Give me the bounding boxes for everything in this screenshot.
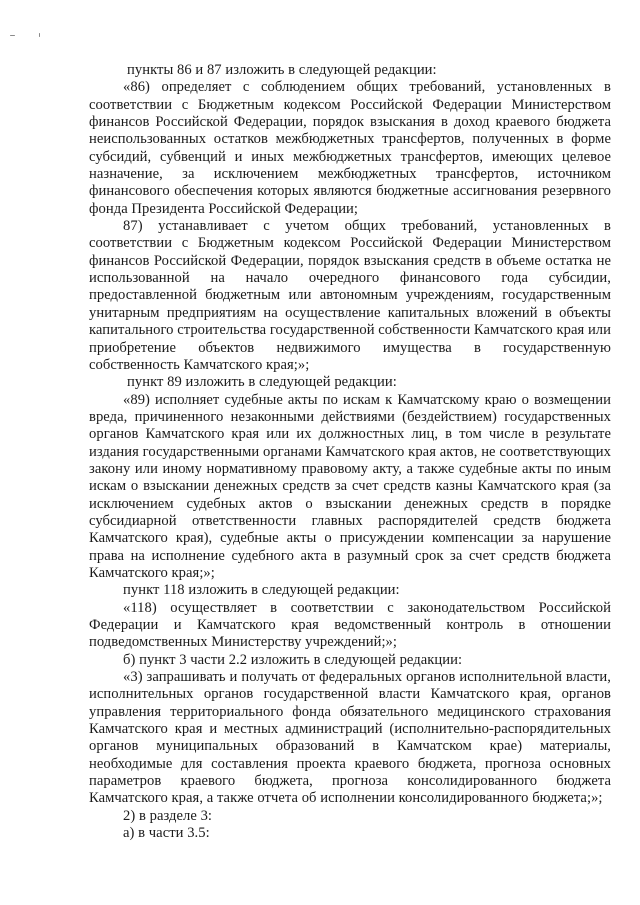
paragraph-item-86: «86) определяет с соблюдением общих требований, установленных в соответствии с Бюджетным кодексом Российской Федерации Министерством финансов Российской Федерации, порядок взыскания в доход краевого бюджета неиспользованных остатков межбюджетных трансфертов, полученных в форме субсидий, субвенций и иных межбюджетных трансфертов, имеющих целевое назначение, за исключением межбюджетных трансфертов, источником финансового обеспечения которых являются бюджетные ассигнования резервного фонда Президента Российской Федерации; [89,79,611,217]
paragraph-item-87: 87) устанавливает с учетом общих требований, установленных в соответствии с Бюджетным кодексом Российской Федерации Министерством финансов Российской Федерации, порядок взыскания средств в объеме остатка не использованной на начало очередного финансового года субсидии, предоставленной бюджетным или автономным учреждениям, государственным унитарным предприятиям на осуществление капитальных вложений в объекты капитального строительства государственной собственности Камчатского края или приобретение объектов недвижимого имущества в государственную собственность Камчатского края;»; [89,218,611,373]
paragraph-instruction: пункт 89 изложить в следующей редакции: [127,374,397,391]
document-body [89,62,611,842]
paragraph-instruction: пункт 118 изложить в следующей редакции: [123,582,400,599]
paragraph-subitem-b: б) пункт 3 части 2.2 изложить в следующей редакции: [123,651,463,668]
paragraph-item-3: «3) запрашивать и получать от федеральных органов исполнительной власти, исполнительных органов государственной власти Камчатского края, органов управления территориального фонда обязательного медицинского страхования Камчатского края и местных администраций (исполнительно-распорядительных органов муниципальных образований в Камчатском крае) материалы, необходимые для составления проекта краевого бюджета, прогноза основных параметров краевого бюджета, прогноза консолидированного бюджета Камчатского края, а также отчета об исполнении консолидированного бюджета;»; [89,669,611,807]
paragraph-item-89: «89) исполняет судебные акты по искам к Камчатскому краю о возмещении вреда, причиненного незаконными действиями (бездействием) государственных органов Камчатского края или их должностных лиц, в том числе в результате издания государственными органами Камчатского края актов, не соответствующих закону или иному нормативному правовому акту, а также судебные акты по иным искам о взыскании денежных средств за счет средств казны Камчатского края (за исключением судебных актов о взыскании денежных средств в порядке субсидиарной ответственности главных распорядителей средств бюджета Камчатского края), судебные акты о присуждении компенсации за нарушение права на исполнение судебного акта в разумный срок за счет средств бюджета Камчатского края;»; [89,391,611,581]
paragraph-instruction: пункты 86 и 87 изложить в следующей редакции: [127,62,437,78]
paragraph-item-118: «118) осуществляет в соответствии с законодательством Российской Федерации и Камчатского края ведомственный контроль в отношении подведомственных Министерству учреждений;»; [89,599,611,651]
scan-speck [39,33,40,37]
paragraph-subitem-a: а) в части 3.5: [123,825,210,842]
paragraph-section-2: 2) в разделе 3: [123,807,213,824]
scan-specks [10,32,50,40]
scan-speck [10,35,15,36]
